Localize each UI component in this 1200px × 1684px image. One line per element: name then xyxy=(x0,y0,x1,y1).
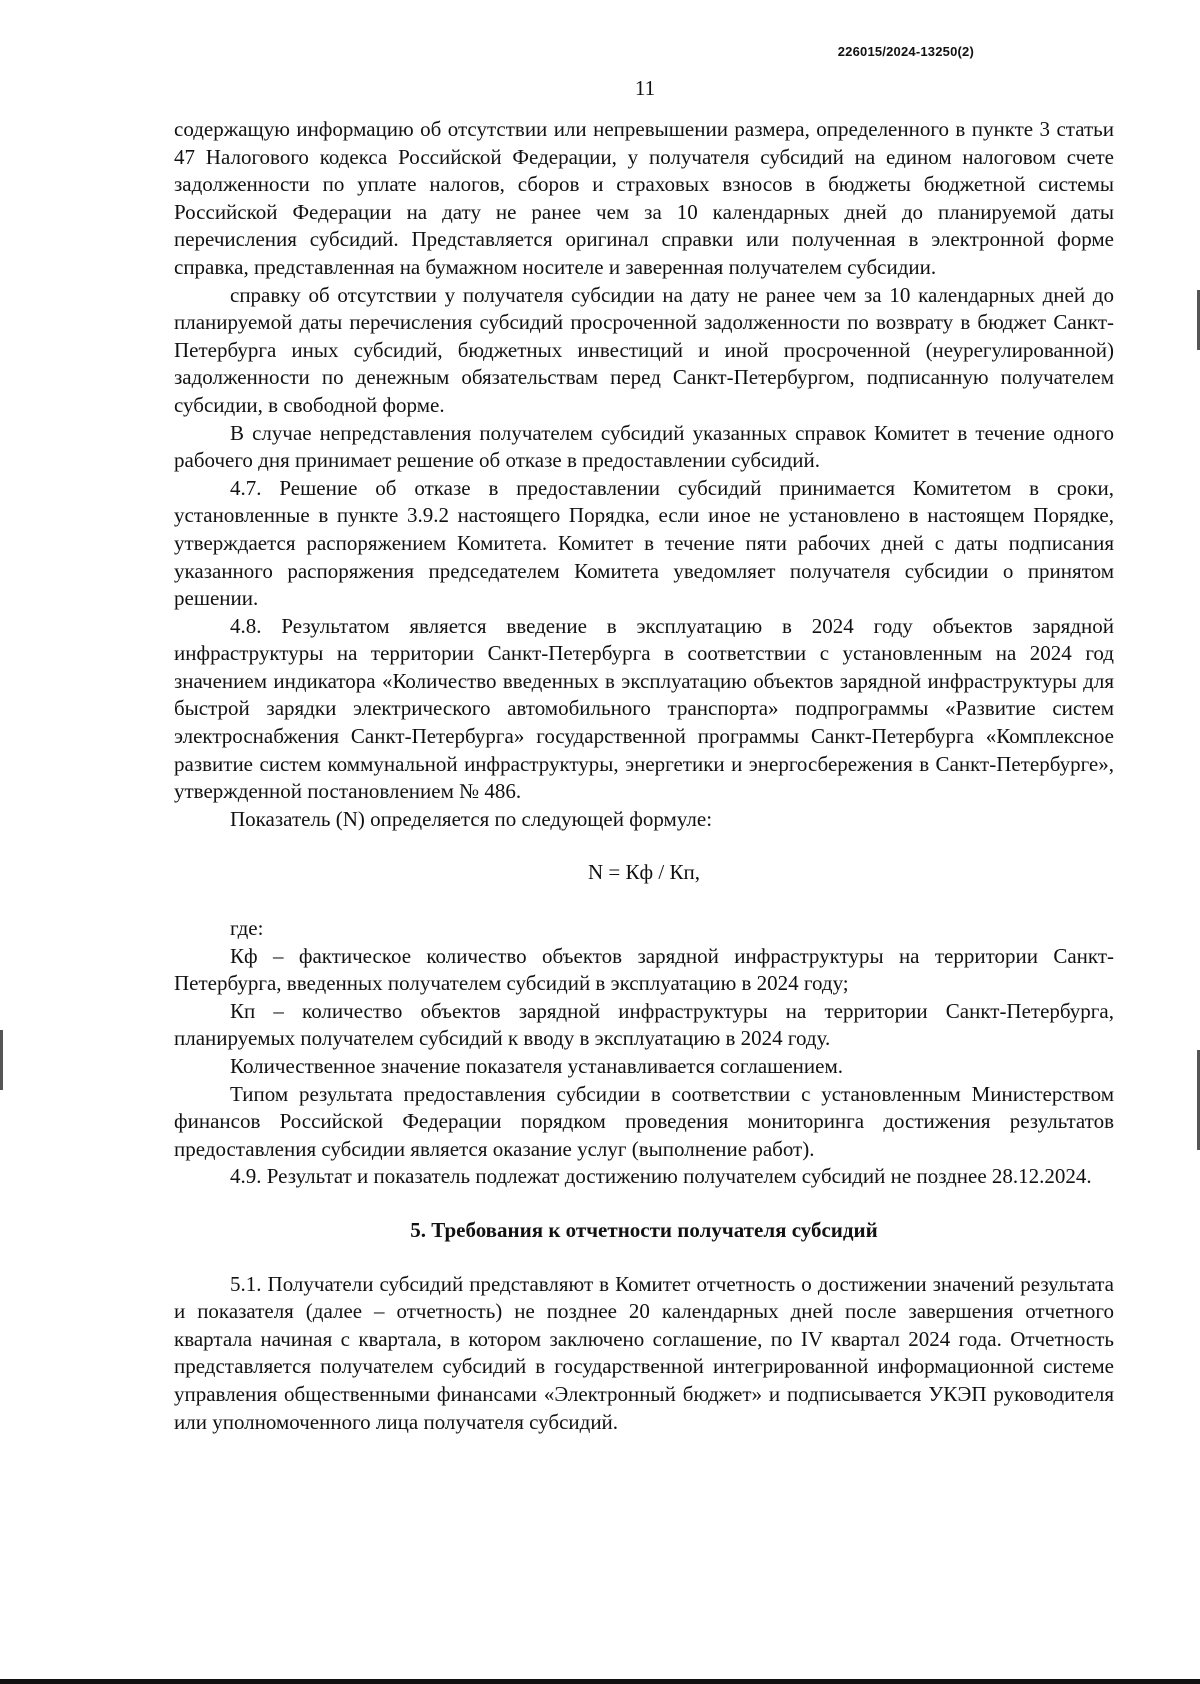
paragraphs-after-formula xyxy=(174,943,1114,1191)
paragraph: 4.7. Решение об отказе в предоставлении субсидий принимается Комитетом в сроки, установленные в пункте 3.9.2 настоящего Порядка, если иное не установлено в настоящем Порядке, утверждается распоряжением Комитета. Комитет в течение пяти рабочих дней с даты подписания указанного распоряжения председателем Комитета уведомляет получателя субсидии о принятом решении. xyxy=(174,475,1114,611)
paragraph: 5.1. Получатели субсидий представляют в Комитет отчетность о достижении значений результата и показателя (далее – отчетность) не позднее 20 календарных дней после завершения отчетного квартала начиная с квартала, в котором заключено соглашение, по IV квартал 2024 года. Отчетность представляется получателем субсидий в государственной интегрированной информационной системе управления общественными финансами «Электронный бюджет» и подписывается УКЭП руководителя или уполномоченного лица получателя субсидий. xyxy=(174,1271,1114,1434)
paragraph: 4.9. Результат и показатель подлежат достижению получателем субсидий не позднее 28.12.2024. xyxy=(230,1164,1092,1189)
section-paragraphs xyxy=(174,1271,1114,1437)
paragraph: Типом результата предоставления субсидии в соответствии с установленным Министерством финансов Российской Федерации порядком проведения мониторинга достижения результатов предоставления субсидии является оказание услуг (выполнение работ). xyxy=(174,1081,1114,1161)
paragraph: содержащую информацию об отсутствии или непревышении размера, определенного в пункте 3 статьи 47 Налогового кодекса Российской Федерации, у получателя субсидий на едином налоговом счете задолженности по уплате налогов, сборов и страховых взносов в бюджеты бюджетной системы Российской Федерации на дату не ранее чем за 10 календарных дней до планируемой даты перечисления субсидий. Представляется оригинал справки или полученная в электронной форме справка, представленная на бумажном носителе и заверенная получателем субсидии. xyxy=(174,117,1114,279)
document-body xyxy=(174,116,1114,1436)
paragraph: Кп – количество объектов зарядной инфраструктуры на территории Санкт-Петербурга, планируемых получателем субсидий к вводу в эксплуатацию в 2024 году. xyxy=(174,998,1114,1051)
page-number: 11 xyxy=(634,76,656,100)
paragraph: Кф – фактическое количество объектов зарядной инфраструктуры на территории Санкт-Петербурга, введенных получателем субсидий в эксплуатацию в 2024 году; xyxy=(174,943,1114,996)
document-registration-number: 226015/2024-13250(2) xyxy=(837,44,974,59)
paragraph: В случае непредставления получателем субсидий указанных справок Комитет в течение одного рабочего дня принимает решение об отказе в предоставлении субсидий. xyxy=(174,420,1114,473)
section-heading: 5. Требования к отчетности получателя субсидий xyxy=(410,1217,878,1242)
paragraph: 4.8. Результатом является введение в эксплуатацию в 2024 году объектов зарядной инфраструктуры на территории Санкт-Петербурга в соответствии с установленным на 2024 год значением индикатора «Количество введенных в эксплуатацию объектов зарядной инфраструктуры для быстрой зарядки электрического автомобильного транспорта» подпрограммы «Развитие систем электроснабжения Санкт-Петербурга» государственной программы Санкт-Петербурга «Комплексное развитие систем коммунальной инфраструктуры, энергетики и энергосбережения в Санкт-Петербурге», утвержденной постановлением № 486. xyxy=(174,613,1114,804)
formula: N = Кф / Кп, xyxy=(588,860,700,885)
paragraphs-before-formula xyxy=(174,116,1114,833)
paragraph: Показатель (N) определяется по следующей формуле: xyxy=(230,806,713,831)
paragraph: справку об отсутствии у получателя субсидии на дату не ранее чем за 10 календарных дней до планируемой даты перечисления субсидий просроченной задолженности по возврату в бюджет Санкт-Петербурга иных субсидий, бюджетных инвестиций и иной просроченной (неурегулированной) задолженности по денежным обязательствам перед Санкт-Петербургом, подписанную получателем субсидии, в свободной форме. xyxy=(174,282,1114,417)
scan-edge-left xyxy=(0,1030,3,1090)
paragraph: Количественное значение показателя устанавливается соглашением. xyxy=(230,1054,843,1078)
where-label: где: xyxy=(230,916,264,941)
scan-bottom-edge xyxy=(0,1679,1200,1684)
